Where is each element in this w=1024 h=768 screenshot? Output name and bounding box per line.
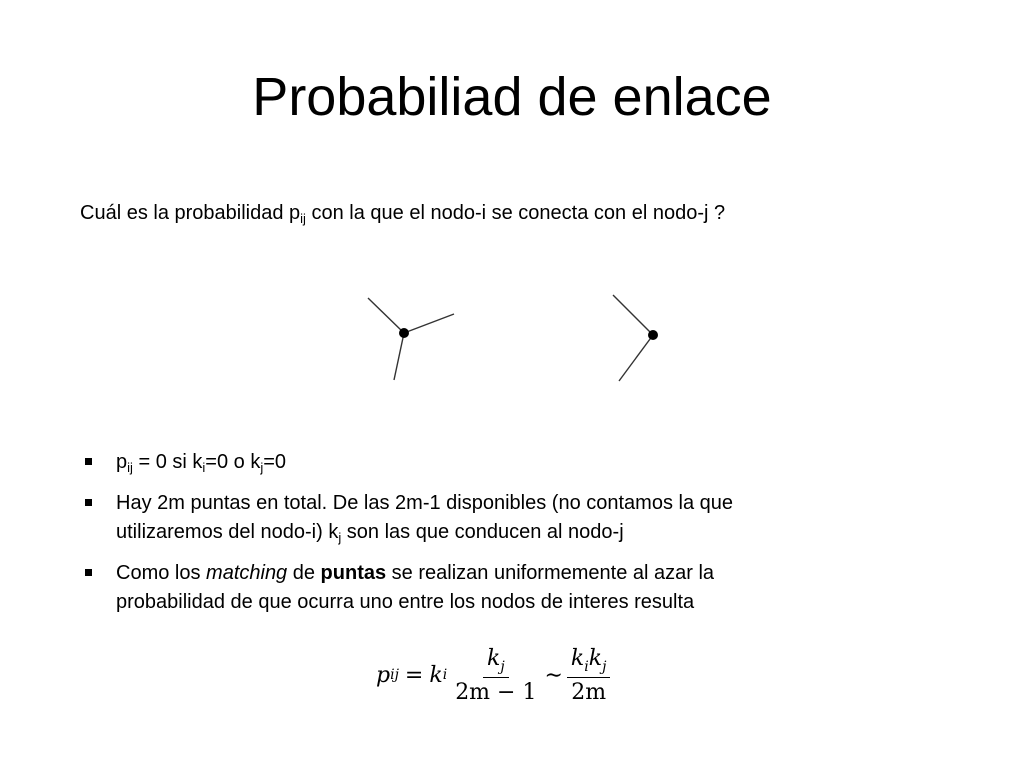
- fraction-kikj-over-2m: $\frac{k_ik_j}{2m}$: [567, 646, 611, 705]
- node-j-dot: [648, 330, 658, 340]
- slide-title: Probabiliad de enlace: [252, 67, 772, 127]
- bullet-item: Como los matching de puntas se realizan uniformemente al azar la probabilidad de que ocurra uno entre los nodos de interes resulta: [80, 559, 980, 617]
- bullet-item: $p_{ij} = 0$ si $k_i=0$ o $k_j=0$: [80, 448, 980, 477]
- node-i-dot: [399, 328, 409, 338]
- node-j-stub: [613, 295, 658, 381]
- bullet-list: [80, 448, 980, 629]
- question-text: Cuál es la probabilidad $p_{ij}$ con la que el nodo-i se conecta con el nodo-j ?: [80, 202, 726, 226]
- bullet-item: Hay 2m puntas en total. De las 2m-1 disponibles (no contamos la que utilizaremos del nodo-i) $k_j$ son las que conducen al nodo-j: [80, 489, 980, 547]
- node-i-stub: [368, 298, 454, 380]
- square-bullet-icon: [85, 569, 92, 576]
- square-bullet-icon: [85, 458, 92, 465]
- square-bullet-icon: [85, 499, 92, 506]
- fraction-kj-over-2m-1: $\frac{k_j}{2m - 1}$: [455, 645, 537, 705]
- probability-formula: p ij = k i $\frac{k_j}{2m - 1}$ ∼ $\frac{k_ik_j}{2m}$: [376, 643, 614, 707]
